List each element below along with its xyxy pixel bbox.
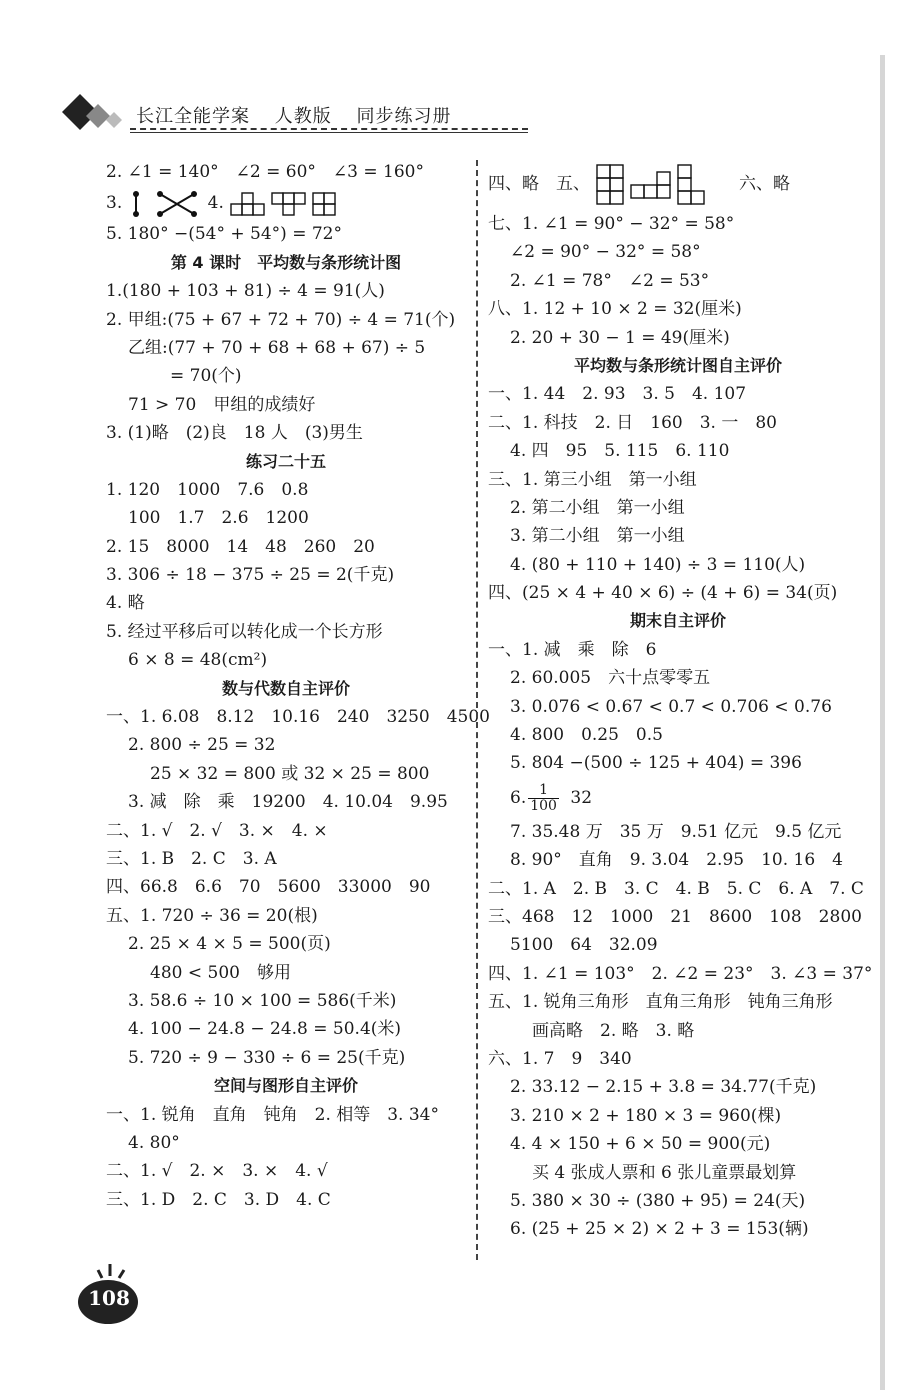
answer-text: 32 <box>564 787 593 808</box>
fraction-numerator: 1 <box>528 783 559 799</box>
left-answer-line: 5. 经过平移后可以转化成一个长方形 <box>106 621 383 642</box>
right-answer-line <box>488 158 868 210</box>
right-answer-line <box>488 778 868 818</box>
cube-view-front-icon <box>230 192 265 216</box>
right-answer-line: 5100 64 32.09 <box>510 935 658 956</box>
left-answer-line: 25 × 32 = 800 或 32 × 25 = 800 <box>150 763 430 784</box>
right-answer-line: 二、1. 科技 2. 日 160 3. 一 80 <box>488 412 777 433</box>
left-answer-line: 100 1.7 2.6 1200 <box>128 508 309 529</box>
left-answer-line: 1.(180 + 103 + 81) ÷ 4 = 91(人) <box>106 281 385 302</box>
diamond-logo-icon <box>58 90 128 134</box>
right-answer-line: ∠2 = 90° − 32° = 58° <box>510 242 701 263</box>
right-answer-line: 6. (25 + 25 × 2) × 2 + 3 = 153(辆) <box>510 1219 809 1240</box>
left-answer-line: 3. 58.6 ÷ 10 × 100 = 586(千米) <box>128 990 397 1011</box>
right-answer-line: 2. 33.12 − 2.15 + 3.8 = 34.77(千克) <box>510 1077 817 1098</box>
fraction <box>528 783 559 814</box>
right-answer-line: 一、1. 44 2. 93 3. 5 4. 107 <box>488 384 747 405</box>
page-number: 108 <box>88 1286 130 1310</box>
left-answer-line: 四、66.8 6.6 70 5600 33000 90 <box>106 877 431 898</box>
right-answer-line: 七、1. ∠1 = 90° − 32° = 58° <box>488 214 735 234</box>
left-answer-line: 2. 甲组:(75 + 67 + 72 + 70) ÷ 4 = 71(个) <box>106 309 456 330</box>
right-answer-line: 4. 4 × 150 + 6 × 50 = 900(元) <box>510 1134 771 1155</box>
header-title <box>136 102 469 128</box>
left-answer-line <box>106 186 466 220</box>
grid-figure-b-icon <box>630 171 671 199</box>
right-answer-line: 3. 0.076 < 0.67 < 0.7 < 0.706 < 0.76 <box>510 696 832 717</box>
page-header <box>58 90 468 134</box>
left-answer-line: 71 > 70 甲组的成绩好 <box>128 394 316 415</box>
right-answer-line: 四、(25 × 4 + 40 × 6) ÷ (4 + 6) = 34(页) <box>488 583 838 604</box>
left-answer-line: 三、1. B 2. C 3. A <box>106 848 277 869</box>
right-answer-line: 4. 四 95 5. 115 6. 110 <box>510 441 730 462</box>
left-answer-line: 五、1. 720 ÷ 36 = 20(根) <box>106 905 318 926</box>
left-answer-column <box>106 158 490 1214</box>
grid-figure-c-icon <box>677 164 705 205</box>
right-answer-line: 四、1. ∠1 = 103° 2. ∠2 = 23° 3. ∠3 = 37° <box>488 963 873 984</box>
book-spine-shadow <box>880 55 885 1390</box>
left-answer-line: 4. 100 − 24.8 − 24.8 = 50.4(米) <box>128 1019 402 1040</box>
grid-figure-a-icon <box>596 164 624 205</box>
cube-view-side-icon <box>312 192 336 216</box>
left-answer-line: 练习二十五 <box>245 451 326 471</box>
left-answer-line: 2. 800 ÷ 25 = 32 <box>128 735 276 756</box>
right-answer-line: 平均数与条形统计图自主评价 <box>573 355 782 375</box>
answer-text: 6. <box>510 787 527 808</box>
right-answer-line: 二、1. A 2. B 3. C 4. B 5. C 6. A 7. C <box>488 878 864 899</box>
header-edition: 人教版 <box>274 106 332 127</box>
left-answer-line: 1. 120 1000 7.6 0.8 <box>106 479 309 500</box>
header-solid-rule <box>130 132 528 133</box>
left-answer-line: 2. ∠1 = 140° ∠2 = 60° ∠3 = 160° <box>106 162 424 182</box>
right-answer-line: 5. 380 × 30 ÷ (380 + 95) = 24(天) <box>510 1190 806 1211</box>
left-answer-line: 5. 720 ÷ 9 − 330 ÷ 6 = 25(千克) <box>128 1047 406 1068</box>
left-answer-line: 三、1. D 2. C 3. D 4. C <box>106 1189 331 1210</box>
right-answer-line: 7. 35.48 万 35 万 9.51 亿元 9.5 亿元 <box>510 821 842 842</box>
cube-view-top-icon <box>271 192 306 216</box>
header-series: 长江全能学案 <box>136 106 250 127</box>
left-answer-line: 乙组:(77 + 70 + 68 + 68 + 67) ÷ 5 <box>128 337 426 358</box>
fraction-denominator: 100 <box>530 797 557 814</box>
left-answer-line: 2. 25 × 4 × 5 = 500(页) <box>128 934 331 955</box>
right-answer-line: 5. 804 −(500 ÷ 125 + 404) = 396 <box>510 753 802 774</box>
left-answer-line: 一、1. 锐角 直角 钝角 2. 相等 3. 34° <box>106 1104 440 1125</box>
column-divider <box>476 160 478 1260</box>
right-answer-line: 一、1. 减 乘 除 6 <box>488 639 657 660</box>
left-answer-line: 3. 306 ÷ 18 − 375 ÷ 25 = 2(千克) <box>106 565 395 586</box>
left-answer-line: 一、1. 6.08 8.12 10.16 240 3250 4500 <box>106 707 490 728</box>
left-answer-line: 6 × 8 = 48(cm²) <box>128 650 268 671</box>
answer-text: 四、略 五、 <box>488 174 590 194</box>
left-answer-line: = 70(个) <box>170 366 242 387</box>
figure-label: 3. <box>106 193 123 214</box>
header-type: 同步练习册 <box>356 106 452 127</box>
right-answer-line: 2. 60.005 六十点零零五 <box>510 668 711 689</box>
right-answer-line: 2. ∠1 = 78° ∠2 = 53° <box>510 270 710 291</box>
right-answer-line: 买 4 张成人票和 6 张儿童票最划算 <box>532 1162 797 1183</box>
left-answer-line: 3. 减 除 乘 19200 4. 10.04 9.95 <box>128 792 448 813</box>
right-answer-column <box>488 158 873 1244</box>
right-answer-line: 画高略 2. 略 3. 略 <box>532 1020 695 1041</box>
right-answer-line: 2. 第二小组 第一小组 <box>510 497 685 518</box>
left-answer-line: 480 < 500 够用 <box>150 962 291 983</box>
left-answer-line: 第 4 课时 平均数与条形统计图 <box>170 252 402 272</box>
left-answer-line: 二、1. √ 2. × 3. × 4. √ <box>106 1161 328 1182</box>
right-answer-line: 三、1. 第三小组 第一小组 <box>488 469 697 490</box>
right-answer-line: 三、468 12 1000 21 8600 108 2800 <box>488 906 862 927</box>
right-answer-line: 8. 90° 直角 9. 3.04 2.95 10. 16 4 <box>510 850 843 871</box>
cross-figure-icon <box>154 190 202 218</box>
left-answer-line: 二、1. √ 2. √ 3. × 4. × <box>106 820 328 841</box>
left-answer-line: 4. 80° <box>128 1132 180 1153</box>
right-answer-line: 3. 210 × 2 + 180 × 3 = 960(棵) <box>510 1105 782 1126</box>
left-answer-line: 数与代数自主评价 <box>221 678 350 698</box>
right-answer-line: 4. 800 0.25 0.5 <box>510 725 663 746</box>
left-answer-line: 3. (1)略 (2)良 18 人 (3)男生 <box>106 423 363 444</box>
right-answer-line: 4. (80 + 110 + 140) ÷ 3 = 110(人) <box>510 554 806 575</box>
left-answer-line: 4. 略 <box>106 593 145 614</box>
left-answer-line: 空间与图形自主评价 <box>213 1076 358 1096</box>
left-answer-line: 2. 15 8000 14 48 260 20 <box>106 536 375 557</box>
answer-text: 六、略 <box>705 174 790 194</box>
header-dashed-rule <box>130 128 528 130</box>
left-answer-line: 5. 180° −(54° + 54°) = 72° <box>106 224 342 245</box>
figure-label: 4. <box>202 193 224 214</box>
vertical-segment-figure-icon <box>128 190 148 218</box>
right-answer-line: 五、1. 锐角三角形 直角三角形 钝角三角形 <box>488 992 833 1013</box>
right-answer-line: 八、1. 12 + 10 × 2 = 32(厘米) <box>488 299 742 320</box>
right-answer-line: 3. 第二小组 第一小组 <box>510 526 685 547</box>
right-answer-line: 2. 20 + 30 − 1 = 49(厘米) <box>510 327 730 348</box>
right-answer-line: 期末自主评价 <box>629 611 726 631</box>
right-answer-line: 六、1. 7 9 340 <box>488 1048 632 1069</box>
